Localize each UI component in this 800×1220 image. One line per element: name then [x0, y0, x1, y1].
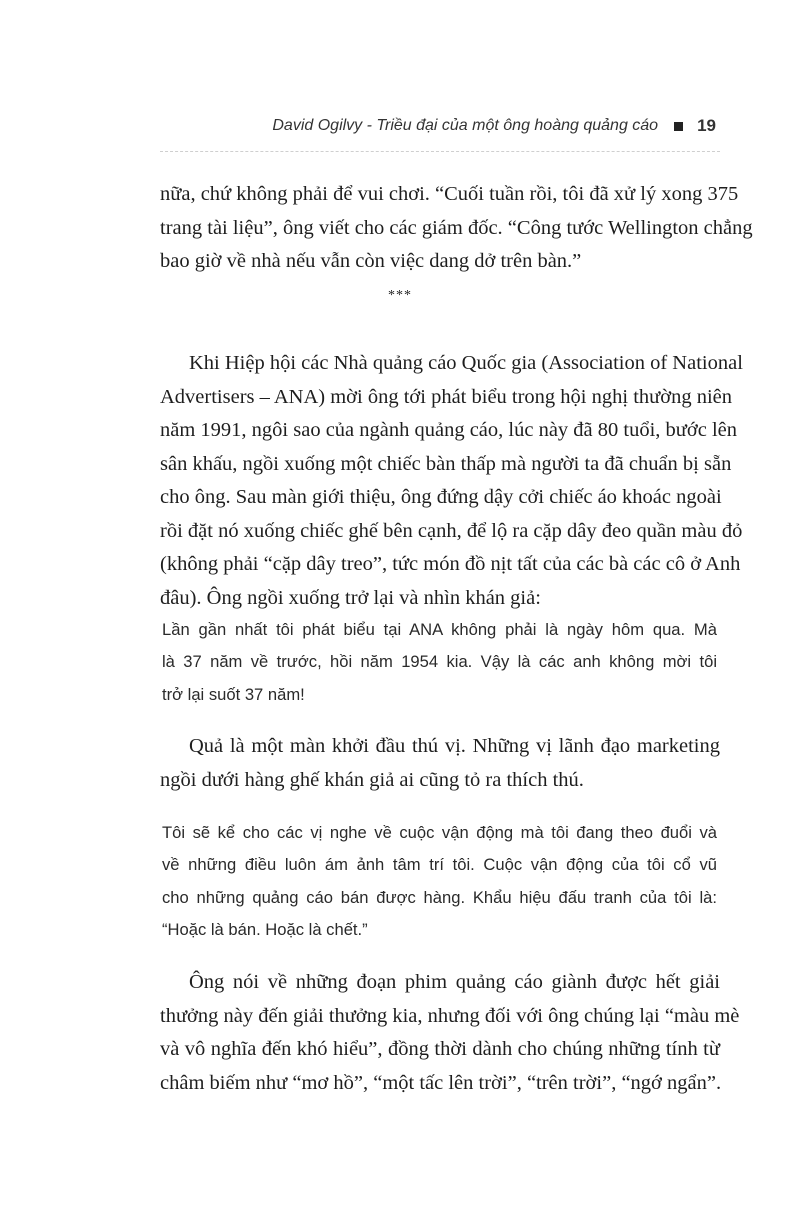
- paragraph-1: [160, 178, 753, 279]
- text-line: cho những quảng cáo bán được hàng. Khẩu hiệu đấu tranh của tôi là:: [162, 887, 717, 907]
- square-bullet-icon: [674, 122, 683, 131]
- block-quote-1: [162, 614, 717, 711]
- text-line: Advertisers – ANA) mời ông tới phát biểu trong hội nghị thường niên: [160, 385, 733, 408]
- text-line: trở lại suốt 37 năm!: [162, 684, 305, 704]
- paragraph-2: [160, 347, 743, 615]
- text-line: ngồi dưới hàng ghế khán giả ai cũng tỏ ra thích thú.: [160, 768, 584, 791]
- text-line: bao giờ về nhà nếu vẫn còn việc dang dở trên bàn.”: [160, 250, 582, 272]
- text-line: Tôi sẽ kể cho các vị nghe về cuộc vận động mà tôi đang theo đuổi và: [162, 823, 717, 842]
- text-line: đâu). Ông ngồi xuống trở lại và nhìn khán giả:: [160, 586, 541, 609]
- text-line: về những điều luôn ám ảnh tâm trí tôi. Cuộc vận động của tôi cổ vũ: [162, 855, 717, 875]
- section-separator: ***: [388, 288, 412, 303]
- text-line: cho ông. Sau màn giới thiệu, ông đứng dậy cởi chiếc áo khoác ngoài: [160, 486, 722, 508]
- text-line: là 37 năm về trước, hồi năm 1954 kia. Vậy là các anh không mời tôi: [162, 652, 717, 672]
- text-line: và vô nghĩa đến khó hiểu”, đồng thời dành cho chúng những tính từ: [160, 1038, 720, 1060]
- text-line: (không phải “cặp dây treo”, tức món đồ nịt tất của các bà các cô ở Anh: [160, 553, 741, 575]
- running-header: [272, 116, 716, 136]
- text-line: Quả là một màn khởi đầu thú vị. Những vị lãnh đạo marketing: [189, 735, 720, 757]
- text-line: nữa, chứ không phải để vui chơi. “Cuối tuần rồi, tôi đã xử lý xong 375: [160, 183, 739, 205]
- text-line: Ông nói về những đoạn phim quảng cáo giành được hết giải: [189, 971, 720, 993]
- header-divider: [160, 151, 720, 152]
- text-line: Khi Hiệp hội các Nhà quảng cáo Quốc gia (Association of National: [189, 352, 743, 374]
- running-title: David Ogilvy - Triều đại của một ông hoàng quảng cáo: [272, 117, 659, 134]
- block-quote-2: [162, 817, 717, 946]
- text-line: “Hoặc là bán. Hoặc là chết.”: [162, 919, 368, 939]
- paragraph-3: [160, 730, 720, 797]
- page-number: 19: [697, 116, 716, 135]
- text-line: châm biếm như “mơ hồ”, “một tấc lên trời”, “trên trời”, “ngớ ngẩn”.: [160, 1071, 722, 1094]
- text-line: trang tài liệu”, ông viết cho các giám đốc. “Công tước Wellington chẳng: [160, 216, 753, 239]
- text-line: thưởng này đến giải thưởng kia, nhưng đối với ông chúng lại “màu mè: [160, 1004, 740, 1027]
- text-line: năm 1991, ngôi sao của ngành quảng cáo, lúc này đã 80 tuổi, bước lên: [160, 419, 738, 441]
- paragraph-4: [160, 966, 740, 1100]
- text-line: sân khấu, ngồi xuống một chiếc bàn thấp mà người ta đã chuẩn bị sẵn: [160, 452, 732, 475]
- text-line: rồi đặt nó xuống chiếc ghế bên cạnh, để lộ ra cặp dây đeo quần màu đỏ: [160, 519, 743, 542]
- text-line: Lần gần nhất tôi phát biểu tại ANA không phải là ngày hôm qua. Mà: [162, 620, 717, 639]
